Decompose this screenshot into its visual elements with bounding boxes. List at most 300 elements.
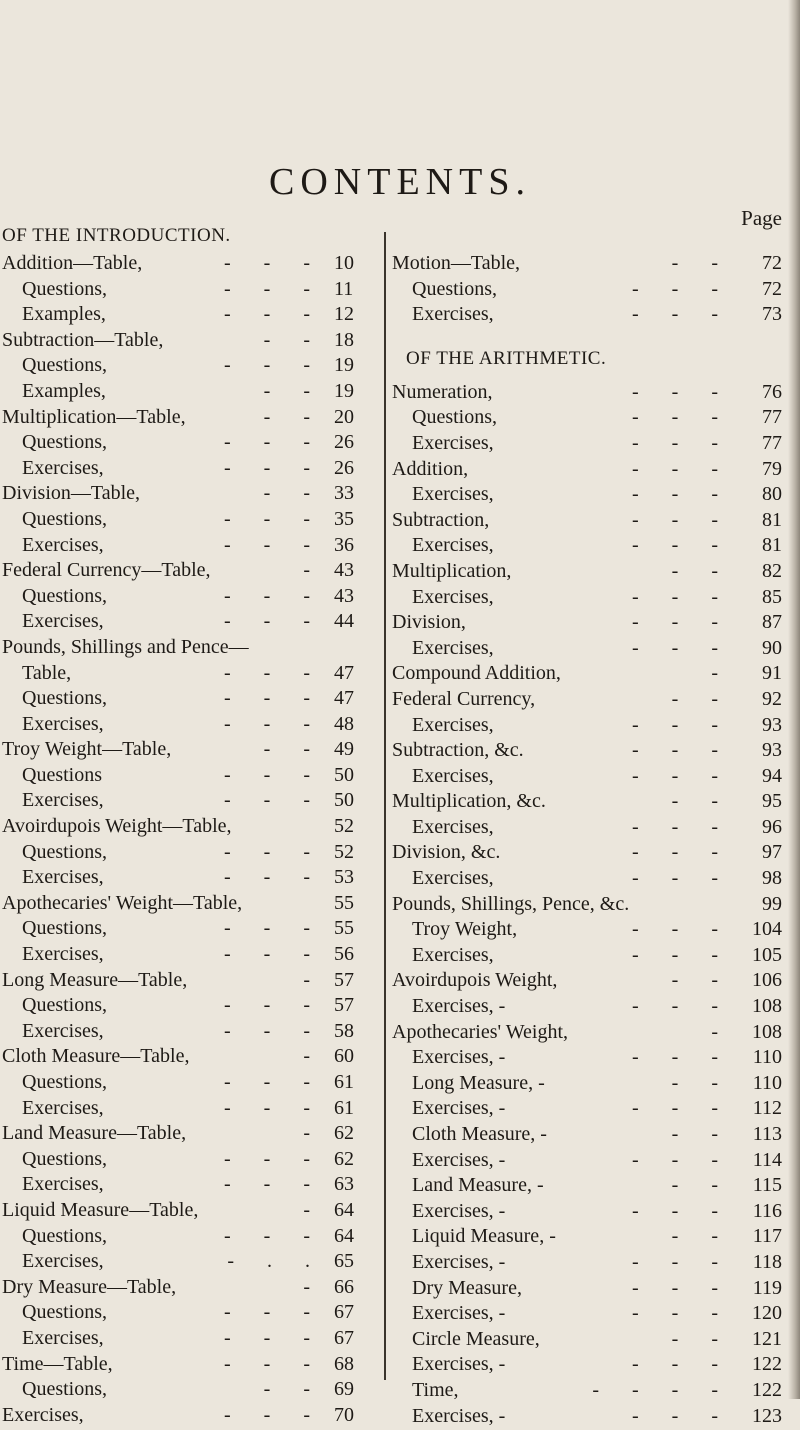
toc-page-number: 99 <box>762 892 782 915</box>
toc-leader-dashes: - <box>303 1045 324 1068</box>
toc-leader-dashes: - <box>303 559 324 582</box>
toc-entry-label: Compound Addition, <box>392 662 561 685</box>
toc-entry <box>2 559 372 585</box>
toc-entry <box>2 636 372 662</box>
toc-leader-dashes: - - <box>671 1225 732 1248</box>
toc-page-number: 93 <box>762 739 782 762</box>
toc-entry-label: Exercises, <box>412 713 494 736</box>
toc-page-number: 47 <box>334 661 354 684</box>
toc-page-number: 68 <box>334 1352 354 1375</box>
toc-entry <box>2 1148 372 1174</box>
toc-entry <box>2 841 372 867</box>
toc-entry <box>2 585 372 611</box>
toc-entry-label: Exercises, <box>22 456 104 479</box>
toc-entry <box>392 688 782 714</box>
toc-entry-label: Examples, <box>22 379 106 402</box>
toc-entry <box>392 995 782 1021</box>
toc-leader-dashes: - - - <box>632 1199 732 1222</box>
toc-entry <box>2 431 372 457</box>
toc-page-number: 87 <box>762 611 782 634</box>
toc-entry <box>2 406 372 432</box>
toc-entry-label: Subtraction—Table, <box>2 328 164 351</box>
toc-entry-label: Dry Measure—Table, <box>2 1275 177 1298</box>
toc-leader-dashes: - - - <box>632 483 732 506</box>
toc-entry <box>2 943 372 969</box>
toc-page-number: 118 <box>752 1250 782 1273</box>
toc-page-number: 19 <box>334 354 354 377</box>
toc-page-number: 79 <box>762 457 782 480</box>
toc-page-number: 116 <box>752 1199 782 1222</box>
toc-leader-dashes: - - - <box>632 611 732 634</box>
toc-leader-dashes: - - <box>671 252 732 274</box>
toc-entry-label: Exercises, <box>412 815 494 838</box>
toc-leader-dashes: - - <box>263 405 324 428</box>
toc-entry <box>2 764 372 790</box>
toc-page-number: 77 <box>762 406 782 429</box>
toc-entry-label: Exercises, <box>412 585 494 608</box>
toc-page-number: 113 <box>752 1123 782 1145</box>
toc-page-number: 72 <box>762 252 782 274</box>
toc-entry-label: Cloth Measure, - <box>412 1123 547 1145</box>
toc-entry <box>2 303 372 329</box>
toc-entry <box>392 1021 782 1047</box>
toc-entry <box>2 687 372 713</box>
toc-page-number: 26 <box>334 456 354 479</box>
toc-entry-label: Division, &c. <box>392 841 501 864</box>
page-column-label: Page <box>741 206 782 230</box>
toc-entry <box>392 867 782 893</box>
page-title: CONTENTS. <box>269 161 531 203</box>
page-column-header <box>392 206 782 252</box>
toc-page-number: 57 <box>334 968 354 991</box>
toc-leader-dashes: - - - <box>224 1403 324 1426</box>
toc-entry-label: Questions, <box>22 507 107 530</box>
toc-leader-dashes: - - - <box>632 918 732 941</box>
toc-entry-label: Exercises, <box>22 1326 104 1349</box>
toc-entry <box>392 1200 782 1226</box>
toc-page-number: 97 <box>762 841 782 864</box>
toc-entry-label: Exercises, <box>412 867 494 890</box>
toc-entry-label: Exercises, <box>22 610 104 633</box>
toc-leader-dashes: - - - <box>224 1326 324 1349</box>
toc-entry <box>392 611 782 637</box>
toc-leader-dashes: - - - <box>224 943 324 966</box>
toc-entry <box>392 303 782 329</box>
toc-leader-dashes: - - - <box>632 995 732 1018</box>
toc-entry-label: Exercises, - <box>412 1097 506 1120</box>
toc-entry-label: Questions, <box>412 277 497 300</box>
toc-page-number: 120 <box>752 1302 782 1325</box>
toc-entry-label: Questions <box>22 763 102 786</box>
toc-entry-label: Exercises, <box>22 1173 104 1196</box>
toc-leader-dashes: - - - <box>224 994 324 1017</box>
toc-entry <box>2 278 372 304</box>
toc-entry <box>2 917 372 943</box>
toc-entry-label: Subtraction, <box>392 508 490 531</box>
toc-entry <box>392 1379 782 1405</box>
toc-entry-label: Troy Weight—Table, <box>2 738 172 761</box>
toc-entry <box>2 1353 372 1379</box>
toc-entry <box>392 1353 782 1379</box>
toc-page-number: 92 <box>762 687 782 710</box>
toc-entry-label: Exercises, <box>412 303 494 326</box>
toc-entry <box>2 329 372 355</box>
toc-leader-dashes: - - - <box>224 866 324 889</box>
toc-entry <box>392 1174 782 1200</box>
toc-entry <box>2 1199 372 1225</box>
toc-page-number: 115 <box>752 1174 782 1197</box>
toc-entry <box>2 252 372 278</box>
toc-page-number: 49 <box>334 738 354 761</box>
toc-entry-label: Dry Measure, <box>412 1276 522 1299</box>
toc-leader-dashes: - - - <box>224 303 324 326</box>
toc-entry <box>392 1328 782 1354</box>
toc-leader-dashes: - - - <box>224 1352 324 1375</box>
toc-entry <box>392 381 782 407</box>
toc-page-number: 33 <box>334 482 354 505</box>
toc-leader-dashes: - - - <box>224 277 324 300</box>
toc-leader-dashes: - - - <box>632 764 732 787</box>
toc-leader-dashes: - - - <box>224 252 324 274</box>
section-gap <box>392 329 782 343</box>
toc-page-number: 18 <box>334 328 354 351</box>
toc-entry-label: Exercises, <box>22 1250 104 1273</box>
toc-entry <box>2 1097 372 1123</box>
toc-leader-dashes: - <box>303 1275 324 1298</box>
toc-leader-dashes: - - - <box>632 508 732 531</box>
toc-entry <box>392 637 782 663</box>
toc-page-number: 61 <box>334 1096 354 1119</box>
toc-page-number: 43 <box>334 584 354 607</box>
toc-entry-label: Exercises, - <box>412 1302 506 1325</box>
page-edge-shadow <box>788 0 800 1399</box>
toc-page-number: 57 <box>334 994 354 1017</box>
toc-entry <box>392 714 782 740</box>
toc-entry-label: Avoirdupois Weight—Table, <box>2 815 232 838</box>
toc-leader-dashes: - - <box>671 687 732 710</box>
introduction-heading: OF THE INTRODUCTION. <box>2 225 231 246</box>
toc-leader-dashes: - - - <box>632 1276 732 1299</box>
toc-entry <box>392 252 782 278</box>
toc-leader-dashes: - - - <box>632 739 732 762</box>
toc-entry-label: Exercises, <box>412 431 494 454</box>
toc-entry <box>2 662 372 688</box>
toc-page-number: 61 <box>334 1071 354 1093</box>
toc-entry-label: Questions, <box>22 354 107 377</box>
toc-entry-label: Questions, <box>22 1147 107 1170</box>
toc-leader-dashes: - - - <box>632 867 732 890</box>
toc-leader-dashes: - - - <box>632 431 732 454</box>
toc-entry <box>2 1045 372 1071</box>
toc-entry-label: Land Measure—Table, <box>2 1122 187 1145</box>
toc-page-number: 105 <box>752 943 782 966</box>
toc-entry <box>392 893 782 919</box>
toc-page-number: 67 <box>334 1301 354 1324</box>
toc-entry <box>2 892 372 918</box>
toc-leader-dashes: - - - <box>632 277 732 300</box>
toc-page-number: 81 <box>762 534 782 557</box>
toc-entry <box>2 457 372 483</box>
toc-entry-label: Exercises, <box>22 866 104 889</box>
toc-entry-label: Long Measure—Table, <box>2 968 188 991</box>
toc-page-number: 62 <box>334 1122 354 1145</box>
toc-entry-label: Questions, <box>22 431 107 454</box>
toc-page-number: 65 <box>334 1250 354 1273</box>
toc-entry <box>392 816 782 842</box>
toc-page-number: 10 <box>334 252 354 274</box>
toc-entry <box>392 1277 782 1303</box>
toc-leader-dashes: - - - - <box>592 1378 732 1401</box>
toc-entry-label: Multiplication—Table, <box>2 405 186 428</box>
toc-page-number: 82 <box>762 559 782 582</box>
toc-page-number: 123 <box>752 1404 782 1427</box>
toc-entry-label: Division—Table, <box>2 482 141 505</box>
toc-entry-label: Questions, <box>22 687 107 710</box>
toc-leader-dashes: - - <box>263 1378 324 1401</box>
toc-entry <box>2 994 372 1020</box>
toc-entry <box>2 1225 372 1251</box>
toc-leader-dashes: - - - <box>224 1071 324 1093</box>
toc-entry <box>392 1302 782 1328</box>
toc-leader-dashes: - - - <box>632 943 732 966</box>
toc-page-number: 91 <box>762 662 782 685</box>
toc-page-number: 110 <box>752 1071 782 1094</box>
toc-entry <box>2 969 372 995</box>
toc-page-number: 52 <box>334 815 354 838</box>
toc-leader-dashes: - - <box>263 328 324 351</box>
toc-page-number: 53 <box>334 866 354 889</box>
toc-page-number: 76 <box>762 380 782 403</box>
toc-leader-dashes: - <box>303 1122 324 1145</box>
toc-page-number: 58 <box>334 1019 354 1042</box>
toc-page-number: 69 <box>334 1378 354 1401</box>
toc-page-number: 35 <box>334 507 354 530</box>
toc-leader-dashes: - - - <box>632 713 732 736</box>
toc-page-number: 48 <box>334 712 354 735</box>
toc-leader-dashes: - <box>711 662 732 685</box>
toc-leader-dashes: - - - <box>632 534 732 557</box>
toc-entry-label: Pounds, Shillings, Pence, &c. <box>392 892 630 915</box>
toc-page-number: 81 <box>762 508 782 531</box>
toc-page-number: 108 <box>752 995 782 1018</box>
toc-leader-dashes: - - <box>671 790 732 813</box>
toc-entry <box>392 969 782 995</box>
introduction-entry-list <box>2 252 372 1429</box>
toc-page-number: 90 <box>762 636 782 659</box>
toc-entry-label: Exercises, <box>22 943 104 966</box>
toc-page-number: 43 <box>334 559 354 582</box>
toc-entry-label: Pounds, Shillings and Pence— <box>2 635 249 658</box>
toc-entry <box>392 1123 782 1149</box>
toc-leader-dashes: - - - <box>224 661 324 684</box>
toc-leader-dashes: - - - <box>632 636 732 659</box>
toc-entry <box>2 1122 372 1148</box>
toc-entry <box>392 278 782 304</box>
toc-entry <box>392 841 782 867</box>
toc-page-number: 108 <box>752 1020 782 1043</box>
toc-entry <box>2 1020 372 1046</box>
toc-entry-label: Exercises, - <box>412 1046 506 1069</box>
toc-entry-label: Questions, <box>22 994 107 1017</box>
toc-entry <box>392 918 782 944</box>
toc-page-number: 110 <box>752 1046 782 1069</box>
toc-page-number: 119 <box>752 1276 782 1299</box>
toc-entry-label: Questions, <box>22 917 107 940</box>
toc-entry <box>2 1276 372 1302</box>
toc-leader-dashes: - - - <box>632 1302 732 1325</box>
toc-page-number: 63 <box>334 1173 354 1196</box>
toc-entry-label: Addition—Table, <box>2 252 143 274</box>
arithmetic-entry-list <box>392 381 782 1430</box>
toc-entry <box>392 458 782 484</box>
toc-leader-dashes: - - - <box>632 380 732 403</box>
toc-entry <box>392 406 782 432</box>
toc-entry-label: Exercises, <box>22 533 104 556</box>
toc-page-number: 104 <box>752 918 782 941</box>
toc-leader-dashes: - - - <box>632 1148 732 1171</box>
toc-entry-label: Time, <box>412 1378 459 1401</box>
toc-entry <box>392 483 782 509</box>
toc-page-number: 47 <box>334 687 354 710</box>
toc-page-number: 70 <box>334 1403 354 1426</box>
toc-entry-label: Exercises, <box>412 943 494 966</box>
toc-entry-label: Questions, <box>22 1071 107 1093</box>
toc-entry-label: Land Measure, - <box>412 1174 544 1197</box>
toc-entry <box>392 662 782 688</box>
arithmetic-heading: OF THE ARITHMETIC. <box>406 347 607 369</box>
toc-leader-dashes: - - - <box>224 456 324 479</box>
toc-entry-label: Time—Table, <box>2 1352 113 1375</box>
toc-entry-label: Federal Currency, <box>392 687 536 710</box>
toc-entry-label: Motion—Table, <box>392 252 521 274</box>
toc-entry-label: Troy Weight, <box>412 918 518 941</box>
toc-leader-dashes: - . . <box>227 1250 324 1273</box>
toc-entry-label: Exercises, - <box>412 1353 506 1376</box>
toc-entry-label: Numeration, <box>392 380 493 403</box>
toc-leader-dashes: - - <box>263 738 324 761</box>
toc-page-number: 19 <box>334 379 354 402</box>
toc-page-number: 36 <box>334 533 354 556</box>
toc-page-number: 117 <box>752 1225 782 1248</box>
toc-entry <box>2 738 372 764</box>
toc-page-number: 62 <box>334 1147 354 1170</box>
toc-leader-dashes: - - - <box>224 584 324 607</box>
toc-entry-label: Questions, <box>22 1301 107 1324</box>
toc-entry-label: Division, <box>392 611 466 634</box>
toc-leader-dashes: - - - <box>224 507 324 530</box>
toc-page-number: 96 <box>762 815 782 838</box>
toc-entry-label: Apothecaries' Weight, <box>392 1020 569 1043</box>
toc-entry <box>392 1225 782 1251</box>
toc-leader-dashes: - - <box>671 559 732 582</box>
toc-page-number: 93 <box>762 713 782 736</box>
toc-entry-label: Questions, <box>22 1378 107 1401</box>
toc-leader-dashes: - - - <box>224 354 324 377</box>
toc-entry-label: Liquid Measure—Table, <box>2 1198 199 1221</box>
toc-entry-label: Exercises, <box>2 1403 84 1426</box>
toc-entry <box>392 1097 782 1123</box>
toc-page-number: 64 <box>334 1224 354 1247</box>
toc-entry-label: Exercises, <box>412 636 494 659</box>
toc-leader-dashes: - - - <box>632 1404 732 1427</box>
toc-entry <box>392 509 782 535</box>
toc-entry <box>2 610 372 636</box>
toc-entry <box>2 1327 372 1353</box>
toc-entry-label: Exercises, <box>412 534 494 557</box>
toc-entry <box>2 482 372 508</box>
toc-entry-label: Examples, <box>22 303 106 326</box>
toc-leader-dashes: - - - <box>632 1250 732 1273</box>
toc-entry-label: Exercises, <box>22 1019 104 1042</box>
toc-leader-dashes: - - - <box>224 1224 324 1247</box>
toc-page-number: 122 <box>752 1353 782 1376</box>
toc-entry <box>392 765 782 791</box>
toc-entry <box>2 713 372 739</box>
toc-page-number: 11 <box>334 277 354 300</box>
toc-entry <box>2 534 372 560</box>
arithmetic-column <box>392 206 782 1427</box>
continued-entry-list <box>392 252 782 329</box>
toc-leader-dashes: - - <box>671 1327 732 1350</box>
toc-leader-dashes: - - - <box>224 1096 324 1119</box>
toc-entry <box>2 815 372 841</box>
toc-entry <box>392 1251 782 1277</box>
toc-entry-label: Addition, <box>392 457 469 480</box>
toc-entry-label: Exercises, - <box>412 1404 506 1427</box>
toc-entry <box>2 1301 372 1327</box>
toc-entry <box>392 1072 782 1098</box>
toc-entry-label: Exercises, - <box>412 995 506 1018</box>
toc-page-number: 44 <box>334 610 354 633</box>
toc-page-number: 60 <box>334 1045 354 1068</box>
toc-leader-dashes: - - - <box>632 303 732 326</box>
toc-leader-dashes: - <box>303 1198 324 1221</box>
toc-page-number: 50 <box>334 763 354 786</box>
toc-leader-dashes: - - - <box>632 406 732 429</box>
toc-leader-dashes: - - - <box>224 1173 324 1196</box>
toc-page-number: 20 <box>334 405 354 428</box>
toc-entry <box>2 1173 372 1199</box>
toc-page-number: 73 <box>762 303 782 326</box>
toc-entry <box>392 432 782 458</box>
toc-leader-dashes: - - - <box>632 1097 732 1120</box>
toc-page-number: 66 <box>334 1275 354 1298</box>
toc-entry-label: Avoirdupois Weight, <box>392 969 558 992</box>
toc-page-number: 26 <box>334 431 354 454</box>
column-divider <box>384 232 386 1380</box>
toc-leader-dashes: - <box>303 968 324 991</box>
toc-entry-label: Apothecaries' Weight—Table, <box>2 891 243 914</box>
toc-leader-dashes: - - - <box>632 1046 732 1069</box>
toc-page-number: 72 <box>762 277 782 300</box>
toc-entry <box>392 790 782 816</box>
toc-page-number: 52 <box>334 840 354 863</box>
toc-page-number: 85 <box>762 585 782 608</box>
toc-page-number: 98 <box>762 867 782 890</box>
toc-entry <box>392 944 782 970</box>
toc-entry-label: Exercises, - <box>412 1250 506 1273</box>
toc-page-number: 114 <box>752 1148 782 1171</box>
toc-entry <box>392 1046 782 1072</box>
toc-entry-label: Cloth Measure—Table, <box>2 1045 190 1068</box>
toc-leader-dashes: - - <box>263 379 324 402</box>
toc-entry-label: Exercises, <box>22 712 104 735</box>
toc-entry-label: Exercises, - <box>412 1199 506 1222</box>
toc-page-number: 55 <box>334 917 354 940</box>
toc-leader-dashes: - - - <box>632 841 732 864</box>
toc-leader-dashes: - - - <box>632 1353 732 1376</box>
toc-page-number: 122 <box>752 1378 782 1401</box>
